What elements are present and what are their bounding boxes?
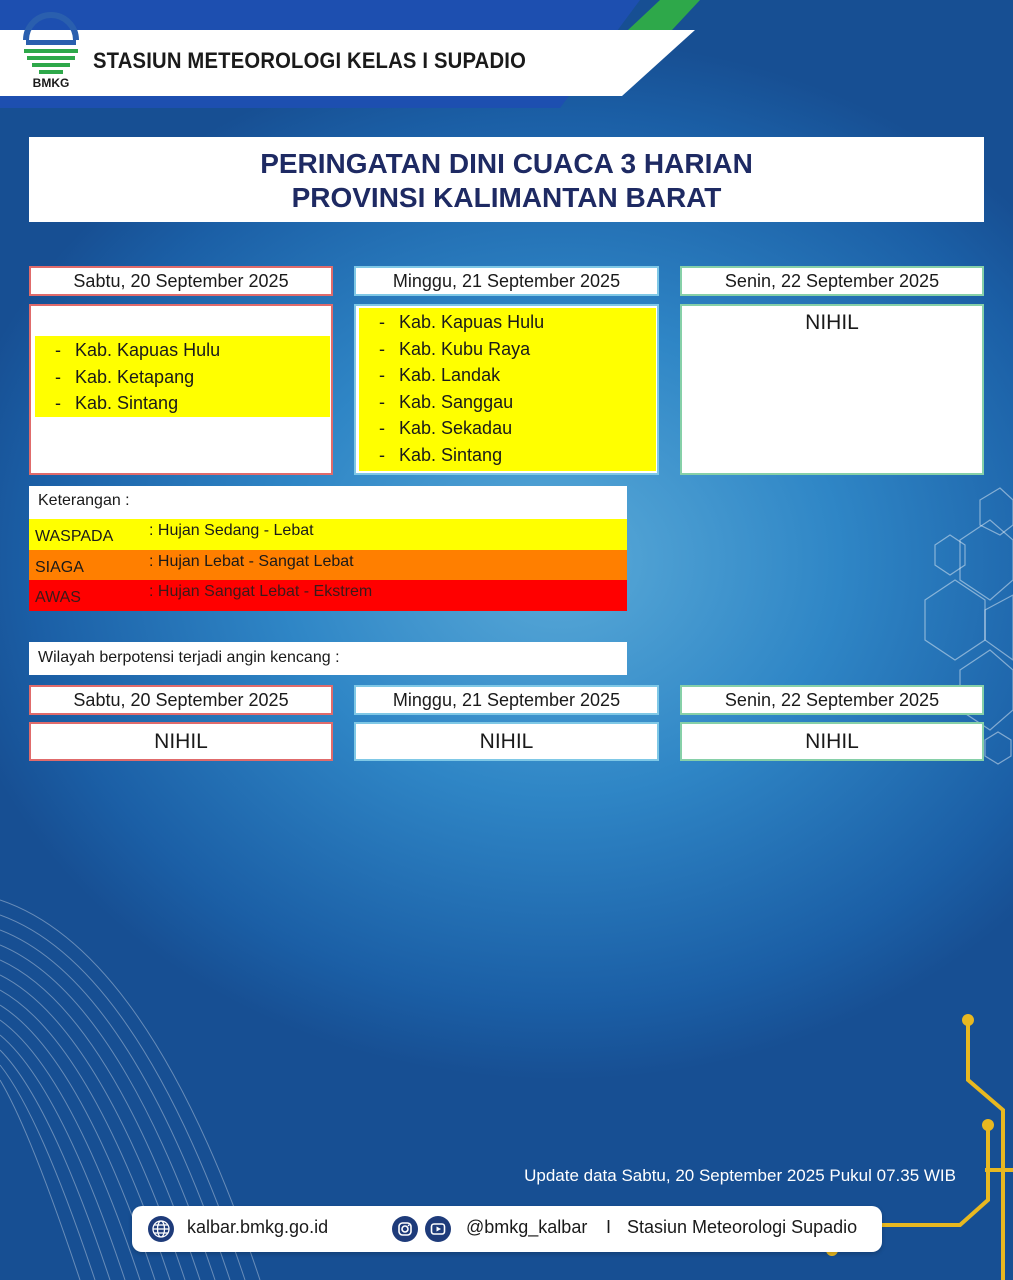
rain-areas-day3 xyxy=(680,304,984,475)
list-item: - Kab. Sekadau xyxy=(379,415,656,442)
footer-bar xyxy=(132,1206,882,1252)
rain-date-day1: Sabtu, 20 September 2025 xyxy=(29,266,333,296)
wind-heading: Wilayah berpotensi terjadi angin kencang : xyxy=(29,642,627,675)
rain-areas-day1 xyxy=(29,304,333,475)
legend-title: Keterangan : xyxy=(29,486,627,519)
list-item: - Kab. Kubu Raya xyxy=(379,336,656,363)
rain-date-day3: Senin, 22 September 2025 xyxy=(680,266,984,296)
wind-result-day1: NIHIL xyxy=(29,722,333,761)
youtube-icon[interactable] xyxy=(425,1216,451,1242)
update-timestamp: Update data Sabtu, 20 September 2025 Pukul 07.35 WIB xyxy=(524,1166,956,1185)
waspada-highlight xyxy=(359,308,656,471)
footer-separator: I xyxy=(606,1217,612,1237)
legend-value: : Hujan Sangat Lebat - Ekstrem xyxy=(149,583,373,600)
wind-result-day3: NIHIL xyxy=(680,722,984,761)
list-item: - Kab. Landak xyxy=(379,362,656,389)
wind-date-day1: Sabtu, 20 September 2025 xyxy=(29,685,333,715)
legend-key: WASPADA xyxy=(35,528,114,545)
list-item: - Kab. Kapuas Hulu xyxy=(55,337,330,364)
waspada-highlight xyxy=(35,336,330,417)
list-item: - Kab. Sintang xyxy=(379,442,656,469)
legend-row-waspada xyxy=(29,519,627,550)
legend-key: SIAGA xyxy=(35,558,84,576)
nihil-text: NIHIL xyxy=(805,311,859,334)
legend-row-siaga xyxy=(29,550,627,581)
list-item: - Kab. Sintang xyxy=(55,390,330,417)
page-title-line2: PROVINSI KALIMANTAN BARAT xyxy=(291,182,722,213)
legend-row-awas xyxy=(29,580,627,611)
legend-value: : Hujan Lebat - Sangat Lebat xyxy=(149,552,354,570)
list-item: - Kab. Sanggau xyxy=(379,389,656,416)
logo-text: BMKG xyxy=(32,76,70,90)
rain-date-day2: Minggu, 21 September 2025 xyxy=(354,266,659,296)
station-name: STASIUN METEOROLOGI KELAS I SUPADIO xyxy=(93,48,527,73)
globe-icon xyxy=(148,1216,174,1242)
legend-value: : Hujan Sedang - Lebat xyxy=(149,522,314,539)
title-box xyxy=(29,137,984,222)
wind-date-day3: Senin, 22 September 2025 xyxy=(680,685,984,715)
social-handle[interactable]: @bmkg_kalbar xyxy=(466,1217,588,1237)
page-title-line1: PERINGATAN DINI CUACA 3 HARIAN xyxy=(260,148,753,179)
legend-key: AWAS xyxy=(35,589,81,606)
wind-result-day2: NIHIL xyxy=(354,722,659,761)
wind-date-day2: Minggu, 21 September 2025 xyxy=(354,685,659,715)
list-item: - Kab. Kapuas Hulu xyxy=(379,309,656,336)
instagram-icon[interactable] xyxy=(392,1216,418,1242)
legend xyxy=(29,486,627,611)
footer-station: Stasiun Meteorologi Supadio xyxy=(627,1217,858,1237)
rain-areas-day2 xyxy=(354,304,659,475)
website-link[interactable]: kalbar.bmkg.go.id xyxy=(187,1217,329,1237)
list-item: - Kab. Ketapang xyxy=(55,364,330,391)
